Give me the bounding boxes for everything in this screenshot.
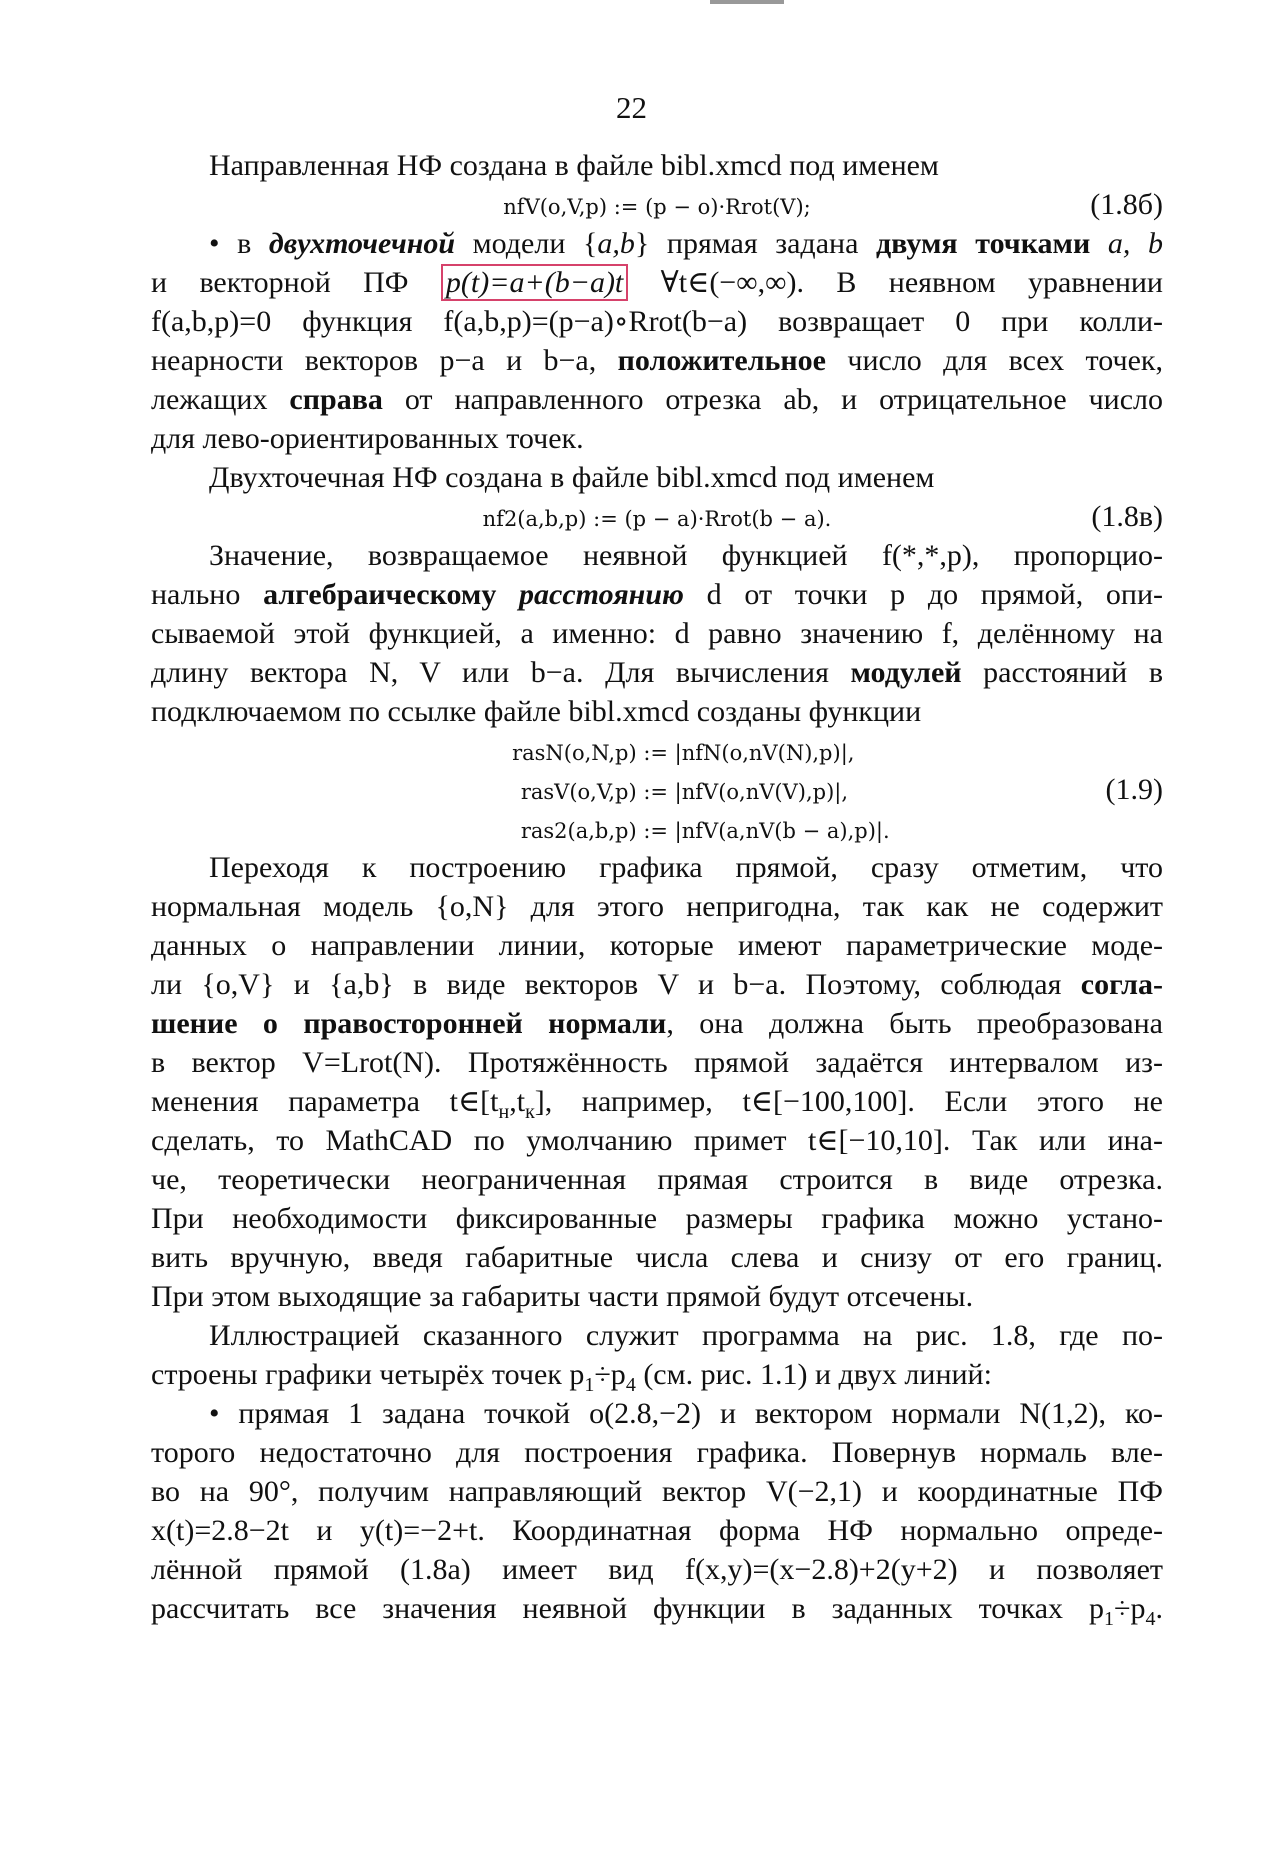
- page-body: [151, 146, 1163, 1628]
- text-line: неарности векторов p−a и b−a, положительное число для всех точек,: [151, 344, 1163, 377]
- page-number: 22: [616, 90, 647, 125]
- text-line: подключаемом по ссылке файле bibl.xmcd созданы функции: [151, 695, 922, 728]
- text-line: рассчитать все значения неявной функции в заданных точках $p_1\div p_4$.: [151, 1592, 1163, 1630]
- text-line: f(a,b,p)=0 функция f(a,b,p)=(p−a)∘Rrot(b−a) возвращает 0 при колли-: [151, 305, 1163, 338]
- text-line: • в двухточечной модели {a,b} прямая задана двумя точками a, b: [209, 227, 1164, 260]
- text-line: При необходимости фиксированные размеры графика можно устано-: [151, 1202, 1163, 1235]
- text-line: менения параметра $t\in[t_н,t_к]$, например, t∈[−100,100]. Если этого не: [151, 1085, 1163, 1123]
- text-line: нормальная модель {o,N} для этого непригодна, так как не содержит: [151, 890, 1163, 923]
- text-line: лённой прямой (1.8а) имеет вид f(x,y)=(x−2.8)+2(y+2) и позволяет: [151, 1553, 1163, 1586]
- formula-row: rasV(o,V,p) := |nfV(o,nV(V),p)|,: [520, 780, 849, 804]
- text-line: сделать, то MathCAD по умолчанию примет t∈[−10,10]. Так или ина-: [151, 1124, 1163, 1157]
- text-line: При этом выходящие за габариты части прямой будут отсечены.: [151, 1280, 974, 1313]
- text-line: x(t)=2.8−2t и y(t)=−2+t. Координатная форма НФ нормально опреде-: [151, 1514, 1163, 1547]
- formula-block: [386, 731, 1036, 848]
- formula-1-9: [151, 731, 1163, 848]
- text-line: • прямая 1 задана точкой o(2.8,−2) и вектором нормали N(1,2), ко-: [209, 1397, 1163, 1430]
- equation-number: (1.9): [1105, 773, 1163, 806]
- formula-text: nf2(a,b,p) := (p − a)·Rrot(b − a).: [482, 507, 832, 531]
- text-line: строены графики четырёх точек $p_1\div p_4$ (см. рис. 1.1) и двух линий:: [151, 1358, 992, 1396]
- text-line: Направленная НФ создана в файле bibl.xmcd под именем: [209, 149, 939, 182]
- text-line: данных о направлении линии, которые имеют параметрические моде-: [151, 929, 1163, 962]
- text-line: че, теоретически неограниченная прямая строится в виде отрезка.: [151, 1163, 1163, 1196]
- text-line: в вектор V=Lrot(N). Протяжённость прямой задаётся интервалом из-: [151, 1046, 1163, 1079]
- text-line: вить вручную, введя габаритные числа слева и снизу от его границ.: [151, 1241, 1163, 1274]
- equation-number: (1.8б): [1090, 188, 1163, 221]
- text-line: Двухточечная НФ создана в файле bibl.xmcd под именем: [209, 461, 935, 494]
- text-line: длину вектора N, V или b−a. Для вычисления модулей расстояний в: [151, 656, 1163, 689]
- formula-row: ras2(a,b,p) := |nfV(a,nV(b − a),p)|.: [520, 819, 890, 843]
- text-line: и векторной ПФ p(t)=a+(b−a)t ∀t∈(−∞,∞). В неявном уравнении: [151, 266, 1163, 299]
- text-line: Переходя к построению графика прямой, сразу отметим, что: [209, 851, 1163, 884]
- text-line: во на 90°, получим направляющий вектор V(−2,1) и координатные ПФ: [151, 1475, 1163, 1508]
- highlighted-formula: p(t)=a+(b−a)t: [441, 264, 628, 301]
- text-line: для лево-ориентированных точек.: [151, 422, 584, 455]
- text-line: шение о правосторонней нормали, она должна быть преобразована: [151, 1007, 1163, 1040]
- formula-row: rasN(o,N,p) := |nfN(o,nV(N),p)|,: [512, 741, 855, 765]
- text-line: Значение, возвращаемое неявной функцией f(*,*,p), пропорцио-: [209, 539, 1163, 572]
- equation-number: (1.8в): [1091, 500, 1163, 533]
- text-line: лежащих справа от направленного отрезка ab, и отрицательное число: [151, 383, 1163, 416]
- text-line: Иллюстрацией сказанного служит программа на рис. 1.8, где по-: [209, 1319, 1163, 1352]
- text-line: торого недостаточно для построения графика. Повернув нормаль вле-: [151, 1436, 1163, 1469]
- text-line: сываемой этой функцией, а именно: d равно значению f, делённому на: [151, 617, 1163, 650]
- formula-1-8v: [151, 497, 1163, 536]
- formula-text: nfV(o,V,p) := (p − o)·Rrot(V);: [503, 195, 811, 219]
- text-line: нально алгебраическому расстоянию d от точки p до прямой, опи-: [151, 578, 1163, 611]
- text-line: ли {o,V} и {a,b} в виде векторов V и b−a. Поэтому, соблюдая согла-: [151, 968, 1163, 1001]
- scan-top-mark: [710, 0, 784, 4]
- formula-1-8b: [151, 185, 1163, 224]
